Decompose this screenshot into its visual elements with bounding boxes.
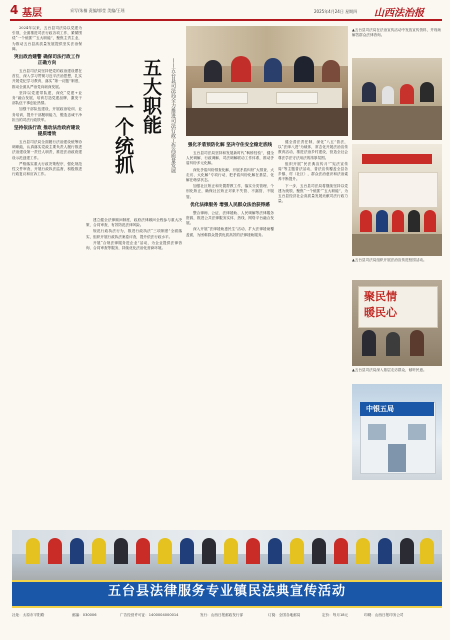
text-column-1 bbox=[12, 26, 82, 526]
footer-item: 定价：每月18元 bbox=[322, 613, 349, 617]
newspaper-masthead: 山西法治报 bbox=[374, 8, 424, 19]
headline-part-b: 五大职能 bbox=[140, 58, 162, 134]
paragraph: 五台县司法局坚持把党的政治建设摆在首位，深入学习贯彻习近平法治思想，扎实开展党纪学习教育，落实“第一议题”制度，推动全面从严治党向纵深发展。 bbox=[12, 69, 82, 89]
footer-item: 订阅：全国各地邮局 bbox=[268, 613, 301, 617]
photo-building bbox=[352, 384, 442, 480]
caption-right: ▲五台县司法局组织开展法治宣传进校园活动。 bbox=[352, 258, 427, 262]
paragraph: 五台县司法局坚持和发展新时代“枫桥经验”，健全人民调解、行政调解、司法调解联动工作体系，推动矛盾纠纷多元化解。 bbox=[186, 151, 274, 166]
paragraph: 规范行政执法行为，推进行政执法“三项制度”全面落实，组织开展行政执法案卷评查，提升依法行政水平。 bbox=[86, 229, 182, 239]
footer-item: 邮编：030006 bbox=[72, 613, 97, 617]
page-header bbox=[0, 0, 450, 22]
footer-item: 社址：太原市平阳路 bbox=[12, 613, 45, 617]
banner-line-1: 聚民情 bbox=[364, 290, 397, 303]
subheading-2: 坚持依法行政 推动法治政府建设提质增效 bbox=[14, 126, 80, 138]
section-title: 基层 bbox=[22, 8, 42, 19]
paragraph: 深入开展“法律援助惠民生”活动，扩大法律援助覆盖面，为困难群众提供优质高效的法律援助服务。 bbox=[186, 227, 274, 237]
paragraph: 五台县司法局全面履行法治建设统筹协调职能，认真落实党政主要负责人履行推进法治建设第一责任人职责，推进法治政府建设示范创建工作。 bbox=[12, 140, 82, 160]
paragraph: 坚持以党建带队建，深化“党建+业务”融合发展，培育打造党建品牌，激发干部队伍干事创业热情。 bbox=[12, 90, 82, 106]
building-sign: 中银五局 bbox=[366, 405, 394, 413]
subheading-4: 优化法律服务 增强人民群众法治获得感 bbox=[190, 202, 270, 208]
caption-banner: ▲五台县司法局深入基层走访群众，倾听民意。 bbox=[352, 368, 427, 372]
photo-school-event bbox=[352, 58, 442, 140]
paragraph: 建立健全法律顾问制度，政府法律顾问全程参与重大决策、合同审查，有效防范法律风险。 bbox=[86, 218, 182, 228]
footer-item: 印刷：山西日报印务公司 bbox=[364, 613, 404, 617]
paragraph: 整合律师、公证、法律援助、人民调解等法律服务资源，推进公共法律服务实体、热线、网络平台融合发展。 bbox=[186, 210, 274, 226]
photo-visit-banner bbox=[352, 280, 442, 366]
intro-paragraph: 2024年以来，五台县司法局以党建为引领，全面推进司法行政各项工作，紧紧围绕“一个统抓”“五大职能”，聚焦主责主业，为推动五台县高质量发展提供坚实法治保障。 bbox=[12, 26, 82, 51]
editor-credits: 采写/朱楠 责编/郭莹 美编/王瑶 bbox=[70, 8, 125, 13]
subheading-3: 强化矛盾预防化解 坚决守住安全稳定底线 bbox=[187, 143, 273, 148]
subheading-1: 突出政治建警 确保司法行政工作正确方向 bbox=[14, 55, 80, 67]
paragraph: 深化矛盾纠纷排查化解，开展矛盾纠纷“大排查、大走访、大化解”专项行动，把矛盾纠纷化解在基层、化解在萌芽状态。 bbox=[186, 167, 274, 183]
banner-line-2: 暖民心 bbox=[364, 306, 397, 319]
paragraph: 开展“合规法律服务进企业”活动，为企业提供法律咨询、合同审查等服务，持续优化法治化营商环境。 bbox=[86, 240, 182, 251]
paragraph: 加强干部队伍建设，开展政治轮训、业务培训，提升干部履职能力，锻造忠诚干净担当的司法行政铁军。 bbox=[12, 107, 82, 122]
header-rule bbox=[10, 19, 442, 21]
paragraph: 严格落实重大行政决策程序，强化规范性文件审查，开展行政执法监督，积极推进行政复议和应诉工作。 bbox=[12, 161, 82, 177]
article-deck: ——五台县司法局全力推进司法行政工作高质量发展 bbox=[170, 58, 176, 173]
headline-part-a: 一个统抓 bbox=[112, 98, 134, 174]
paragraph: 下一步，五台县司法局将继续坚持以党建为统领，聚焦“一个统抓”“五大职能”，为五台县经济社会高质量发展贡献司法行政力量。 bbox=[278, 183, 348, 204]
text-column-2 bbox=[86, 218, 182, 528]
caption-top: ▲五台县司法局在法治宣传活动中发放宣传资料，并现场解答群众法律咨询。 bbox=[352, 28, 442, 37]
page-number: 4 bbox=[10, 3, 19, 17]
text-column-4 bbox=[278, 140, 348, 550]
banner-title: 五台县法律服务专业镇民法典宣传活动 bbox=[107, 584, 346, 599]
photo-group-banner bbox=[12, 530, 442, 608]
text-column-3 bbox=[186, 140, 274, 530]
photo-consultation bbox=[186, 26, 348, 136]
footer-item: 发行：山西日报邮政发行部 bbox=[200, 613, 244, 617]
paragraph: 组织开展“民法典宣传月”“宪法宣传周”等主题普法活动，普法宣传覆盖全县各乡镇、村（社区），群众法治意识和法治素养不断提升。 bbox=[278, 161, 348, 182]
photo-classroom bbox=[352, 144, 442, 256]
paragraph: 健全普法责任制，深化“八五”普法，以“法律八进”为载体，常态化开展法治宣传教育活动，推进法治乡村建设，营造全社会尊法学法守法用法的浓厚氛围。 bbox=[278, 140, 348, 160]
issue-date: 2025年4月24日 星期四 bbox=[314, 9, 358, 14]
footer-item: 广告经营许可证：1400004000014 bbox=[120, 613, 179, 617]
paragraph: 加强社区矫正和安置帮教工作，落实分类管理、个别化矫正，确保社区矫正对象不失管、不漏管、不脱管。 bbox=[186, 184, 274, 199]
